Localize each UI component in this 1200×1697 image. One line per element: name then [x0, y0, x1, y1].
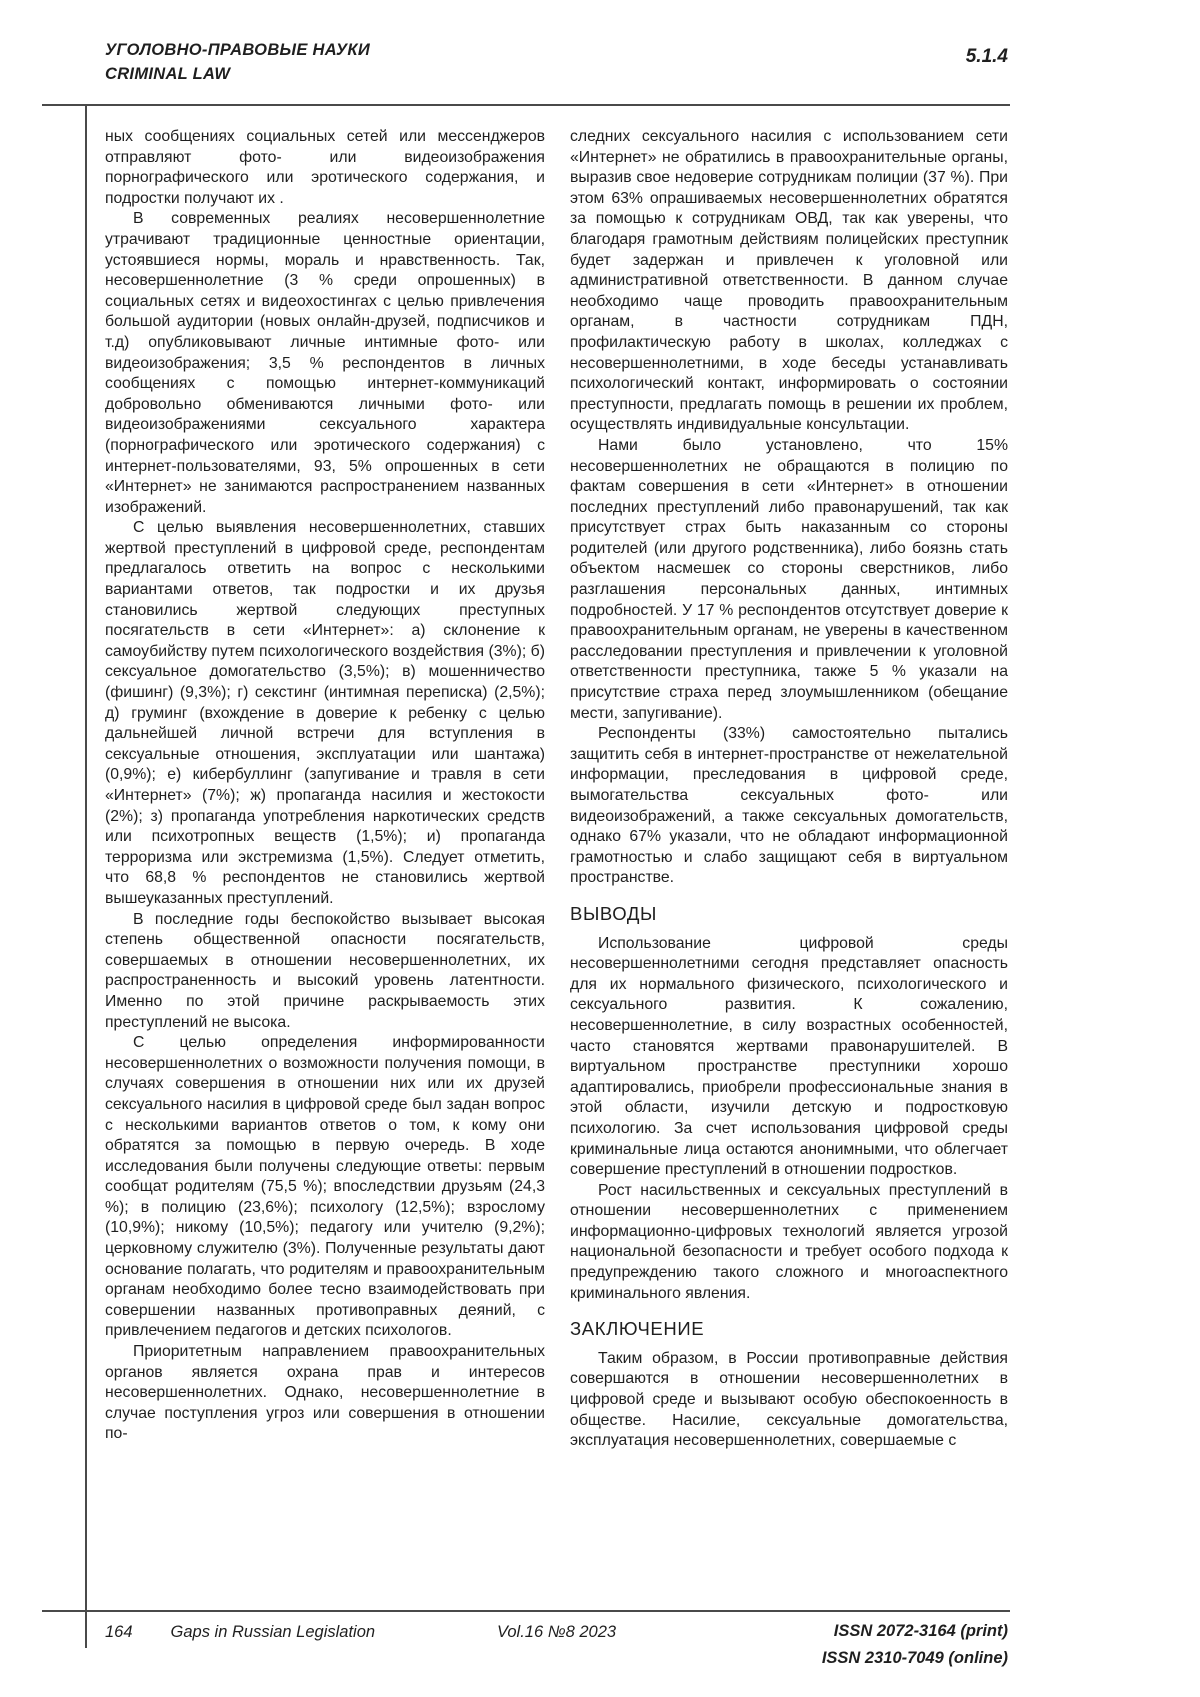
header-divider-line [42, 104, 1010, 106]
section-title-en: CRIMINAL LAW [105, 65, 231, 83]
footer-divider-line [42, 1610, 1010, 1612]
body-paragraph: С целью выявления несовершеннолетних, ставших жертвой преступлений в цифровой среде, респондентам предлагалось ответить на вопрос с несколькими вариантами ответов, так подростки и их друзья становились жертвой следующих преступных посягательств в сети «Интернет»: а) склонение к самоубийству путем психологического воздействия (3%); б) сексуальное домогательство (3,5%); в) мошенничество (фишинг) (9,3%); г) секстинг (интимная переписка) (2,5%); д) груминг (вхождение в доверие к ребенку с целью дальнейшей личной встречи для вступления в сексуальные отношения, эксплуатации или шантажа) (0,9%); е) кибербуллинг (запугивание и травля в сети «Интернет» (7%); ж) пропаганда насилия и жестокости (2%); з) пропаганда употребления наркотических средств или психотропных веществ (1,5%); и) пропаганда терроризма или экстремизма (1,5%). Следует отметить, что 68,8 % респондентов не становились жертвой вышеуказанных преступлений. [105, 519, 545, 907]
left-column [105, 127, 545, 1445]
issn-print: ISSN 2072-3164 (print) [833, 1622, 1008, 1640]
body-paragraph: ных сообщениях социальных сетей или мессенджеров отправляют фото- или видеоизображения порнографического или эротического содержания, и подростки получают их . [105, 128, 545, 207]
classification-code: 5.1.4 [965, 46, 1008, 67]
page-number: 164 [105, 1623, 133, 1641]
page-footer [105, 1618, 1008, 1678]
page-header [105, 38, 1008, 86]
body-paragraph: Таким образом, в России противоправные действия совершаются в отношении несовершеннолетних в цифровой среде и вызывают особую обеспокоенность в обществе. Насилие, сексуальные домогательства, эксплуатация несовершеннолетних, совершаемые с [570, 1349, 1008, 1450]
body-paragraph: Использование цифровой среды несовершеннолетними сегодня представляет опасность для их нормального физического, психологического и сексуального развития. К сожалению, несовершеннолетние, в силу возрастных особенностей, часто становятся жертвами правонарушителей. В виртуальном пространстве преступники хорошо адаптировались, приобрели профессиональные знания в этой области, изучили детскую и подростковую психологию. За счет использования цифровой среды криминальные лица остаются анонимными, что облегчает совершение преступлений в отношении подростков. [570, 934, 1008, 1179]
right-column [570, 127, 1008, 1452]
body-paragraph: Рост насильственных и сексуальных преступлений в отношении несовершеннолетних с применением информационно-цифровых технологий является угрозой национальной безопасности и требует особого подхода к предупреждению такого сложного и многоаспектного криминального явления. [570, 1181, 1008, 1302]
conclusions-heading: ВЫВОДЫ [570, 902, 657, 924]
body-paragraph: Приоритетным направлением правоохранительных органов является охрана прав и интересов несовершеннолетних. Однако, несовершеннолетние в случае поступления угроз или совершения в отношении по- [105, 1343, 545, 1443]
body-paragraph: Нами было установлено, что 15% несовершеннолетних не обращаются в полицию по фактам совершения в сети «Интернет» в отношении последних преступлений либо правонарушений, так как присутствует страх быть наказанным со стороны родителей (или другого родственника), либо боязнь стать объектом насмешек со стороны сверстников, либо разглашения персональных данных, интимных подробностей. У 17 % респондентов отсутствует доверие к правоохранительным органам, не уверены в качественном расследовании преступления и привлечении к уголовной ответственности преступника, также 5 % указали на присутствие страха перед злоумышленником (обещание мести, запугивание). [570, 436, 1008, 722]
journal-title: Gaps in Russian Legislation [170, 1623, 376, 1641]
left-margin-rule [85, 104, 87, 1648]
final-heading: ЗАКЛЮЧЕНИЕ [570, 1318, 705, 1340]
issn-online: ISSN 2310-7049 (online) [821, 1649, 1008, 1667]
body-paragraph: В современных реалиях несовершеннолетние утрачивают традиционные ценностные ориентации, устоявшиеся нормы, мораль и нравственность. Так, несовершеннолетние (3 % среди опрошенных) в социальных сетях и видеохостингах с целью привлечения большой аудитории (новых онлайн-друзей, подписчиков и т.д) опубликовывают личные интимные фото- или видеоизображения; 3,5 % респондентов в личных сообщениях с помощью интернет-коммуникаций добровольно обмениваются личными фото- или видеоизображениями сексуального характера (порнографического или эротического содержания) с интернет-пользователями, 93, 5% опрошенных в сети «Интернет» не занимаются распространением названных изображений. [105, 210, 545, 516]
section-title-ru: УГОЛОВНО-ПРАВОВЫЕ НАУКИ [105, 41, 371, 59]
issn-block [822, 1618, 1008, 1672]
body-paragraph: Респонденты (33%) самостоятельно пытались защитить себя в интернет-пространстве от нежелательной информации, преследования в цифровой среде, вымогательства сексуальных фото- или видеоизображений, а также сексуальных домогательств, однако 67% указали, что не обладают информационной грамотностью и слабо защищают себя в виртуальном пространстве. [570, 725, 1008, 887]
body-paragraph: следних сексуального насилия с использованием сети «Интернет» не обратились в правоохранительные органы, выразив свое недоверие сотрудникам полиции (37 %). При этом 63% опрашиваемых несовершеннолетних обратятся за помощью к сотрудникам ОВД, так как уверены, что благодаря грамотным действиям полицейских преступник будет задержан и привлечен к уголовной или административной ответственности. В данном случае необходимо чаще проводить правоохранительным органам, в частности сотрудникам ПДН, профилактическую работу в школах, колледжах с несовершеннолетними, в ходе беседы устанавливать психологический контакт, информировать о состоянии преступности, предлагать помощь в решении их проблем, осуществлять индивидуальные консультации. [570, 128, 1008, 434]
section-title-block [105, 38, 370, 86]
body-paragraph: С целью определения информированности несовершеннолетних о возможности получения помощи, в случаях совершения в отношении них или их друзей сексуального насилия в цифровой среде был задан вопрос с несколькими вариантов ответов о том, к кому они обратятся за помощью в первую очередь. В ходе исследования были получены следующие ответы: первым сообщат родителям (75,5 %); впоследствии друзьям (24,3 %); в полицию (23,6%); психологу (12,5%); взрослому (10,9%); никому (10,5%); педагогу или учителю (9,2%); церковному служителю (3%). Полученные результаты дают основание полагать, что родителям и правоохранительным органам необходимо более тесно взаимодействовать при совершении названных противоправных деяний, с привлечением педагогов и детских психологов. [105, 1034, 545, 1340]
issue-info: Vol.16 №8 2023 [496, 1623, 617, 1641]
body-paragraph: В последние годы беспокойство вызывает высокая степень общественной опасности посягательств, совершаемых в отношении несовершеннолетних, их распространенность и высокий уровень латентности. Именно по этой причине раскрываемость этих преступлений не высока. [105, 910, 545, 1031]
